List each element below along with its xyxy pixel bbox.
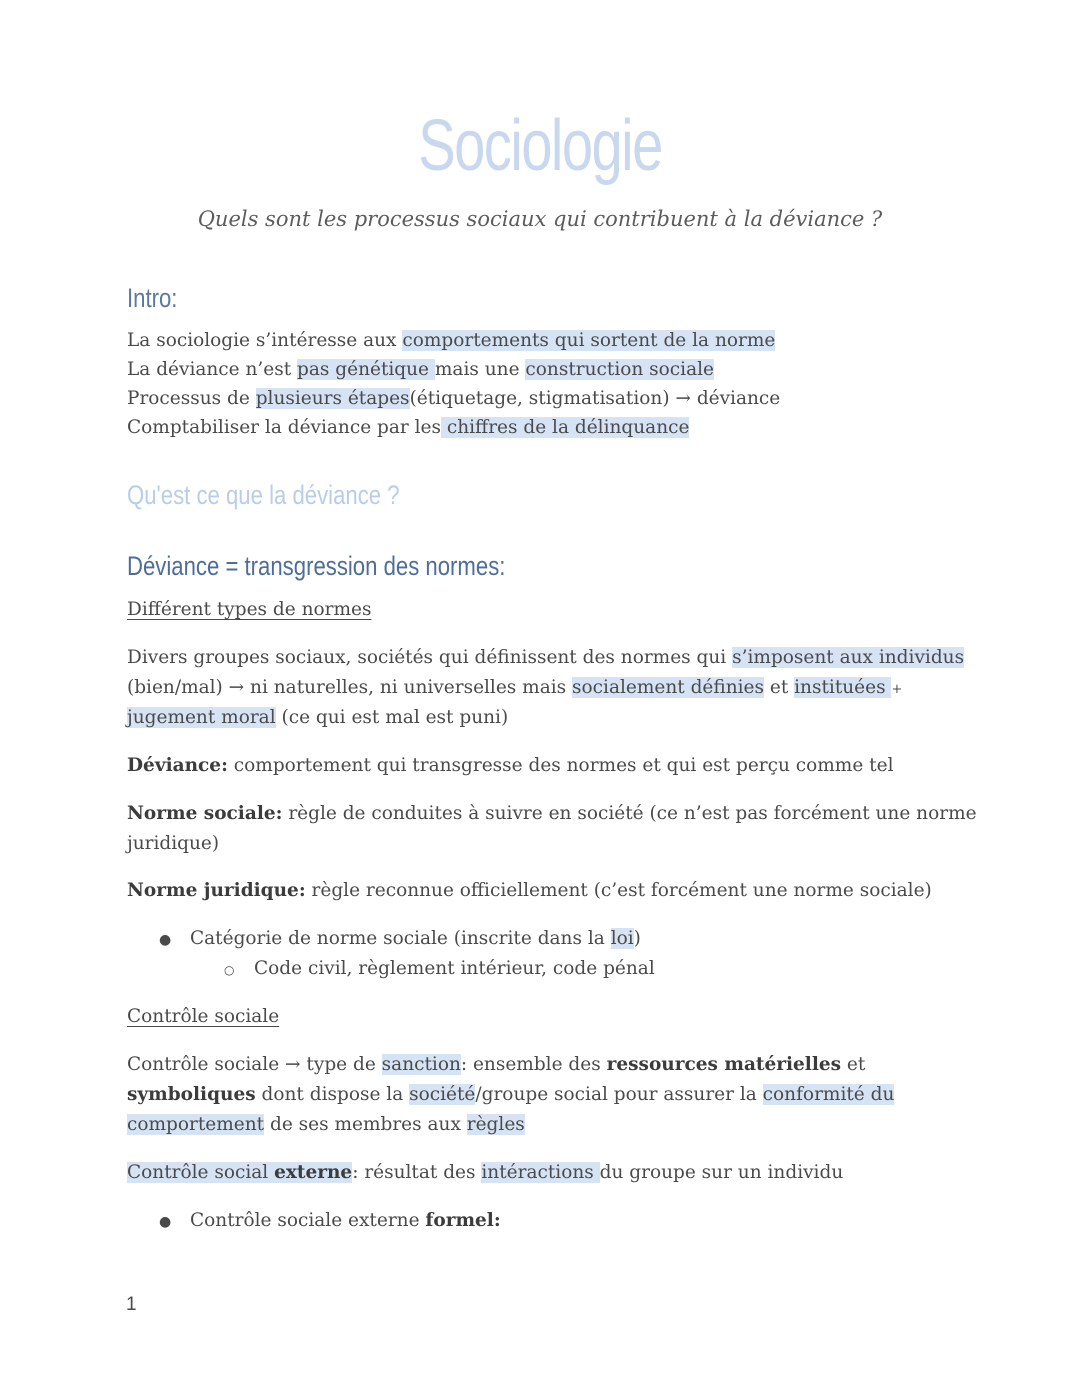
term: Déviance: [127, 755, 228, 776]
intro-line-2: La déviance n’est pas génétique mais une construction sociale [127, 359, 714, 380]
subbullet-item-1: Code civil, règlement intérieur, code pénal [254, 958, 655, 979]
deviance-heading: Déviance = transgression des normes: [127, 551, 506, 581]
intro-line-1: La sociologie s’intéresse aux comportements qui sortent de la norme [127, 330, 776, 351]
highlight: intéractions [481, 1162, 600, 1183]
definition-norme-juridique: Norme juridique: règle reconnue officiellement (c’est forcément une norme sociale) [127, 880, 932, 901]
highlight: s’imposent aux individus [732, 647, 965, 668]
bullet-disc-icon: ● [159, 932, 172, 948]
highlight: socialement définies [572, 677, 764, 698]
highlight: jugement moral [127, 707, 276, 728]
definition-deviance: Déviance: comportement qui transgresse des normes et qui est perçu comme tel [127, 755, 894, 776]
page-number: 1 [126, 1294, 137, 1315]
bullet-circle-icon: ○ [224, 963, 235, 977]
highlight: construction sociale [525, 359, 714, 380]
bullet-item-2: Contrôle sociale externe formel: [190, 1210, 501, 1231]
term: Norme sociale: [127, 803, 283, 824]
definition-norme-sociale-cont: juridique) [127, 833, 220, 854]
highlight: instituées [794, 677, 892, 698]
intro-line-3: Processus de plusieurs étapes(étiquetage, stigmatisation) → déviance [127, 388, 781, 409]
highlight: plusieurs étapes [255, 388, 410, 409]
highlight: comportements qui sortent de la norme [402, 330, 776, 351]
highlight: conformité du [762, 1084, 895, 1105]
bullet-disc-icon: ● [159, 1214, 172, 1230]
highlight: pas génétique [297, 359, 435, 380]
question-heading: Qu'est ce que la déviance ? [127, 480, 400, 510]
highlight: loi [610, 928, 634, 949]
intro-heading: Intro: [127, 283, 178, 313]
controle-externe-line: Contrôle social externe: résultat des intéractions du groupe sur un individu [127, 1162, 844, 1183]
types-normes-subheading: Différent types de normes [127, 599, 372, 620]
document-subtitle: Quels sont les processus sociaux qui contribuent à la déviance ? [197, 207, 883, 231]
controle-sociale-subheading: Contrôle sociale [127, 1006, 280, 1027]
term: Norme juridique: [127, 880, 306, 901]
highlight: Contrôle social externe [127, 1162, 353, 1183]
highlight: comportement [127, 1114, 265, 1135]
para1-line-2: (bien/mal) → ni naturelles, ni universelles mais socialement définies et instituées + [127, 677, 903, 698]
highlight: règles [466, 1114, 525, 1135]
para2-line-2: symboliques dont dispose la société/groupe social pour assurer la conformité du [127, 1084, 895, 1105]
highlight: chiffres de la délinquance [440, 417, 690, 438]
para1-line-1: Divers groupes sociaux, sociétés qui définissent des normes qui s’imposent aux individus [127, 647, 965, 668]
para1-line-3: jugement moral (ce qui est mal est puni) [127, 707, 509, 728]
para2-line-3: comportement de ses membres aux règles [127, 1114, 525, 1135]
bullet-item-1: Catégorie de norme sociale (inscrite dans la loi) [190, 928, 641, 949]
intro-line-4: Comptabiliser la déviance par les chiffres de la délinquance [127, 417, 690, 438]
document-title: Sociologie [418, 106, 662, 186]
highlight: sanction [381, 1054, 461, 1075]
definition-norme-sociale: Norme sociale: règle de conduites à suivre en société (ce n’est pas forcément une norme [127, 803, 977, 824]
highlight: société [409, 1084, 476, 1105]
para2-line-1: Contrôle sociale → type de sanction: ensemble des ressources matérielles et [127, 1054, 866, 1075]
